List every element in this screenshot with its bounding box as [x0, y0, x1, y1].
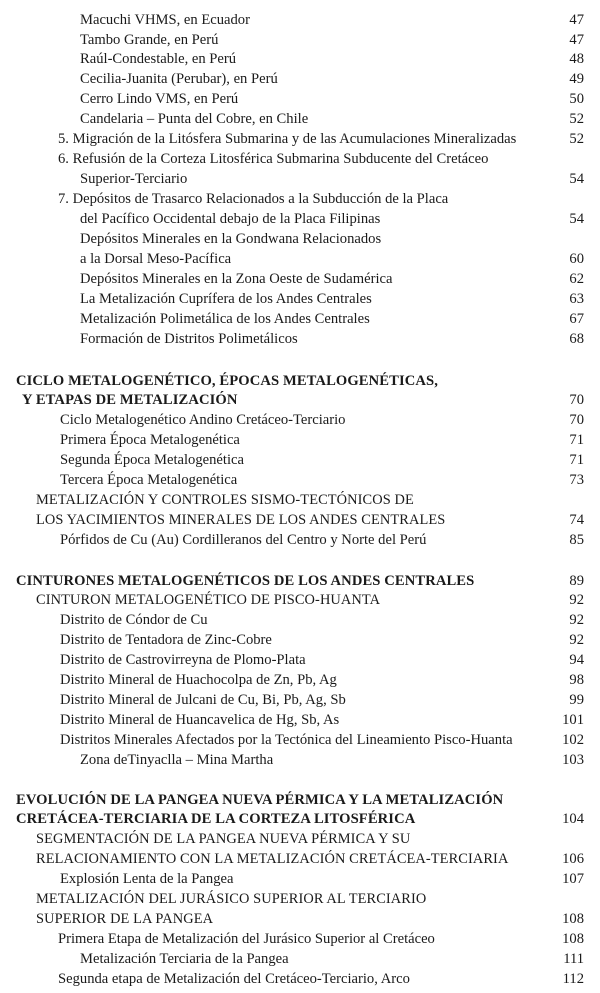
- entry-page: 108: [562, 931, 584, 947]
- toc-entry: [80, 230, 584, 248]
- entry-page: 60: [569, 251, 584, 267]
- toc-entry: [80, 270, 584, 288]
- toc-entry: [80, 330, 584, 348]
- toc-entry: [36, 850, 584, 868]
- toc-entry: [80, 110, 584, 128]
- toc-section-heading: [16, 572, 584, 590]
- entry-title: del Pacífico Occidental debajo de la Placa Filipinas: [80, 211, 381, 227]
- toc-entry: [80, 70, 584, 88]
- toc-entry: [60, 691, 584, 709]
- entry-page: 67: [569, 311, 584, 327]
- entry-title: Distrito Mineral de Julcani de Cu, Bi, Pb, Ag, Sb: [60, 692, 346, 708]
- toc-entry: [60, 631, 584, 649]
- toc-entry: [58, 970, 584, 988]
- entry-title: Zona deTinyaclla – Mina Martha: [80, 752, 274, 768]
- toc-entry: [36, 591, 584, 609]
- entry-page: 54: [569, 171, 584, 187]
- entry-title: LOS YACIMIENTOS MINERALES DE LOS ANDES CENTRALES: [36, 512, 446, 528]
- toc-section-heading: [22, 391, 584, 409]
- entry-title: Macuchi VHMS, en Ecuador: [80, 12, 250, 28]
- entry-title: Tambo Grande, en Perú: [80, 32, 219, 48]
- toc-entry: [36, 830, 584, 848]
- entry-title: METALIZACIÓN Y CONTROLES SISMO-TECTÓNICOS DE: [36, 492, 414, 508]
- toc-entry: [60, 671, 584, 689]
- entry-title: Explosión Lenta de la Pangea: [60, 871, 234, 887]
- toc-entry: [80, 90, 584, 108]
- entry-title: CINTURON METALOGENÉTICO DE PISCO-HUANTA: [36, 592, 381, 608]
- heading-title: CINTURONES METALOGENÉTICOS DE LOS ANDES CENTRALES: [16, 573, 475, 589]
- entry-title: Distrito Mineral de Huancavelica de Hg, Sb, As: [60, 712, 340, 728]
- toc-entry: [80, 50, 584, 68]
- toc-entry: [60, 411, 584, 429]
- entry-page: 50: [569, 91, 584, 107]
- entry-title: Segunda etapa de Metalización del Cretáceo-Terciario, Arco: [58, 971, 410, 987]
- entry-page: 74: [569, 512, 584, 528]
- toc-entry: [80, 950, 584, 968]
- entry-title: Distrito Mineral de Huachocolpa de Zn, Pb, Ag: [60, 672, 337, 688]
- entry-page: 62: [569, 271, 584, 287]
- entry-page: 71: [569, 452, 584, 468]
- toc-entry: [60, 611, 584, 629]
- toc-entry: [60, 651, 584, 669]
- entry-page: 92: [569, 612, 584, 628]
- entry-page: 47: [569, 12, 584, 28]
- entry-page: 54: [569, 211, 584, 227]
- heading-page: 104: [562, 811, 584, 827]
- heading-page: 70: [569, 392, 584, 408]
- entry-page: 92: [569, 632, 584, 648]
- entry-title: 5. Migración de la Litósfera Submarina y de las Acumulaciones Mineralizadas: [58, 131, 517, 147]
- heading-title: CRETÁCEA-TERCIARIA DE LA CORTEZA LITOSFÉRICA: [16, 811, 416, 827]
- entry-page: 49: [569, 71, 584, 87]
- toc-entry: [60, 711, 584, 729]
- entry-title: Distritos Minerales Afectados por la Tectónica del Lineamiento Pisco-Huanta: [60, 732, 513, 748]
- entry-title: Depósitos Minerales en la Gondwana Relacionados: [80, 231, 382, 247]
- toc-section-heading: [16, 810, 584, 828]
- toc-entry: [58, 930, 584, 948]
- entry-title: Metalización Terciaria de la Pangea: [80, 951, 289, 967]
- toc-entry: [36, 491, 584, 509]
- entry-page: 108: [562, 911, 584, 927]
- entry-title: Primera Etapa de Metalización del Jurásico Superior al Cretáceo: [58, 931, 435, 947]
- entry-title: RELACIONAMIENTO CON LA METALIZACIÓN CRETÁCEA-TERCIARIA: [36, 851, 509, 867]
- entry-page: 112: [562, 971, 584, 987]
- entry-title: Distrito de Tentadora de Zinc-Cobre: [60, 632, 272, 648]
- toc-entry: [58, 190, 584, 208]
- entry-page: 103: [562, 752, 584, 768]
- entry-page: 92: [569, 592, 584, 608]
- entry-page: 73: [569, 472, 584, 488]
- entry-title: 6. Refusión de la Corteza Litosférica Submarina Subducente del Cretáceo: [58, 151, 489, 167]
- entry-page: 70: [569, 412, 584, 428]
- toc-entry: [80, 31, 584, 49]
- entry-title: METALIZACIÓN DEL JURÁSICO SUPERIOR AL TERCIARIO: [36, 891, 427, 907]
- entry-page: 85: [569, 532, 584, 548]
- toc-section-heading: [16, 791, 584, 809]
- toc-entry: [60, 471, 584, 489]
- entry-page: 48: [569, 51, 584, 67]
- toc-entry: [60, 431, 584, 449]
- entry-page: 47: [569, 32, 584, 48]
- entry-title: SUPERIOR DE LA PANGEA: [36, 911, 214, 927]
- toc-entry: [60, 731, 584, 749]
- heading-title: CICLO METALOGENÉTICO, ÉPOCAS METALOGENÉTICAS,: [16, 373, 438, 389]
- entry-title: Pórfidos de Cu (Au) Cordilleranos del Centro y Norte del Perú: [60, 532, 427, 548]
- entry-page: 63: [569, 291, 584, 307]
- entry-title: Cerro Lindo VMS, en Perú: [80, 91, 239, 107]
- entry-page: 101: [562, 712, 584, 728]
- entry-title: Distrito de Cóndor de Cu: [60, 612, 208, 628]
- entry-title: Candelaria – Punta del Cobre, en Chile: [80, 111, 309, 127]
- entry-page: 94: [569, 652, 584, 668]
- toc-entry: [60, 451, 584, 469]
- entry-title: La Metalización Cuprífera de los Andes Centrales: [80, 291, 372, 307]
- entry-page: 102: [562, 732, 584, 748]
- entry-title: Cecilia-Juanita (Perubar), en Perú: [80, 71, 278, 87]
- toc-entry: [80, 310, 584, 328]
- toc-entry: [80, 210, 584, 228]
- entry-title: Depósitos Minerales en la Zona Oeste de Sudamérica: [80, 271, 393, 287]
- toc-section-heading: [16, 372, 584, 390]
- toc-entry: [80, 170, 584, 188]
- entry-page: 107: [562, 871, 584, 887]
- entry-title: a la Dorsal Meso-Pacífica: [80, 251, 232, 267]
- entry-page: 99: [569, 692, 584, 708]
- entry-title: Superior-Terciario: [80, 171, 188, 187]
- toc-entry: [80, 290, 584, 308]
- entry-page: 68: [569, 331, 584, 347]
- toc-entry: [60, 870, 584, 888]
- entry-title: Primera Época Metalogenética: [60, 432, 240, 448]
- entry-title: Distrito de Castrovirreyna de Plomo-Plata: [60, 652, 306, 668]
- entry-title: SEGMENTACIÓN DE LA PANGEA NUEVA PÉRMICA Y SU: [36, 831, 411, 847]
- entry-title: 7. Depósitos de Trasarco Relacionados a la Subducción de la Placa: [58, 191, 449, 207]
- toc-entry: [80, 250, 584, 268]
- entry-page: 98: [569, 672, 584, 688]
- toc-entry: [80, 11, 584, 29]
- entry-page: 71: [569, 432, 584, 448]
- entry-title: Raúl-Condestable, en Perú: [80, 51, 237, 67]
- entry-title: Ciclo Metalogenético Andino Cretáceo-Terciario: [60, 412, 346, 428]
- entry-page: 52: [569, 131, 584, 147]
- entry-title: Tercera Época Metalogenética: [60, 472, 238, 488]
- toc-entry: [80, 751, 584, 769]
- toc-entry: [36, 910, 584, 928]
- toc-entry: [58, 130, 584, 148]
- toc-entry: [36, 511, 584, 529]
- toc-entry: [58, 150, 584, 168]
- toc-entry: [60, 531, 584, 549]
- entry-page: 106: [562, 851, 584, 867]
- entry-page: 52: [569, 111, 584, 127]
- toc-entry: [36, 890, 584, 908]
- heading-page: 89: [569, 573, 584, 589]
- entry-title: Segunda Época Metalogenética: [60, 452, 244, 468]
- entry-title: Formación de Distritos Polimetálicos: [80, 331, 298, 347]
- heading-title: EVOLUCIÓN DE LA PANGEA NUEVA PÉRMICA Y LA METALIZACIÓN: [16, 792, 504, 808]
- entry-title: Metalización Polimetálica de los Andes Centrales: [80, 311, 370, 327]
- heading-title: Y ETAPAS DE METALIZACIÓN: [22, 392, 238, 408]
- entry-page: 111: [563, 951, 584, 967]
